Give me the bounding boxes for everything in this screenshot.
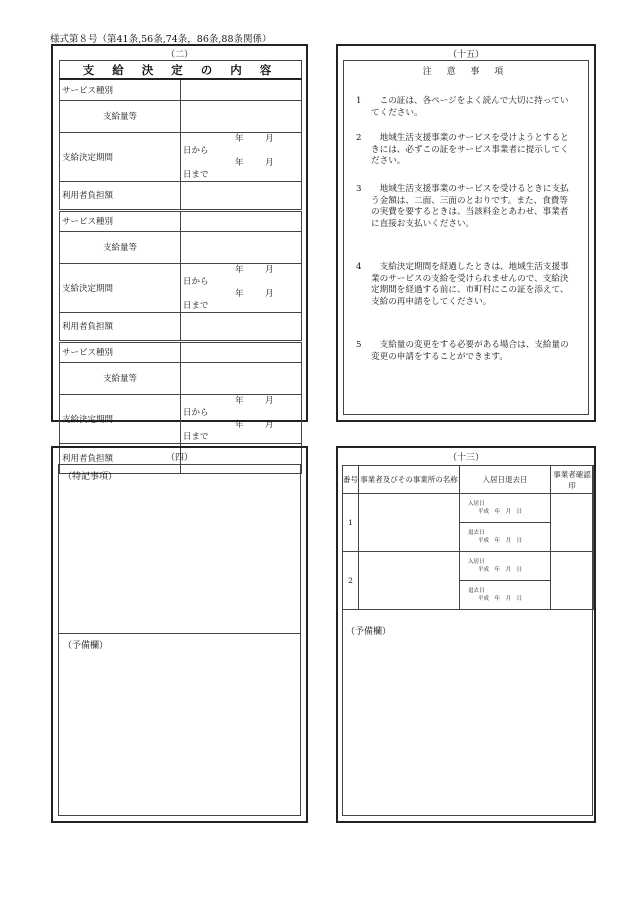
amount-value[interactable] bbox=[181, 100, 302, 132]
burden-label: 利用者負担額 bbox=[60, 443, 181, 473]
residence-table bbox=[342, 465, 594, 610]
move-in-date[interactable]: 入居日 平成 年 月 日 bbox=[460, 552, 551, 581]
amount-value[interactable] bbox=[181, 231, 302, 263]
reserve-label: （予備欄） bbox=[63, 641, 109, 651]
confirm-seal-cell[interactable] bbox=[551, 552, 594, 610]
move-in-date[interactable]: 入居日 平成 年 月 日 bbox=[460, 494, 551, 523]
notice-title: 注 意 事 項 bbox=[422, 67, 510, 77]
panel-special-notes bbox=[51, 446, 308, 823]
notice-item: 1 この証は、各ページをよく読んで大切に持っていてください。 bbox=[356, 96, 569, 118]
table-title: 支 給 決 定 の 内 容 bbox=[60, 61, 302, 80]
burden-value[interactable] bbox=[181, 312, 302, 341]
period-value[interactable]: 年 月日から 年 月日まで bbox=[181, 263, 302, 312]
service-type-label: サービス種別 bbox=[60, 210, 181, 231]
benefit-decision-table bbox=[59, 60, 302, 474]
amount-label: 支給量等 bbox=[60, 100, 181, 132]
form-header: 様式第８号（第41条,56条,74条，86条,88条関係） bbox=[50, 34, 272, 45]
notes-divider bbox=[58, 633, 301, 634]
amount-label: 支給量等 bbox=[60, 231, 181, 263]
row-number: 2 bbox=[343, 552, 359, 610]
page-number: （十五） bbox=[447, 50, 484, 60]
service-type-value[interactable] bbox=[181, 210, 302, 231]
notice-item: 3 地域生活支援事業のサービスを受けるときに支払う金額は、二面、三面のとおりです。また、食費等の実費を要するときは、当該料金とあわせ、事業者に直接お支払いください。 bbox=[356, 184, 569, 229]
row-number: 1 bbox=[343, 494, 359, 552]
confirm-seal-cell[interactable] bbox=[551, 494, 594, 552]
service-type-value[interactable] bbox=[181, 341, 302, 362]
business-name-cell[interactable] bbox=[359, 494, 460, 552]
reserve-label: （予備欄） bbox=[346, 627, 392, 637]
service-type-label: サービス種別 bbox=[60, 341, 181, 362]
period-label: 支給決定期間 bbox=[60, 394, 181, 443]
period-value[interactable]: 年 月日から 年 月日まで bbox=[181, 394, 302, 443]
panel-residence bbox=[336, 446, 596, 823]
period-value[interactable]: 年 月日から 年 月日まで bbox=[181, 132, 302, 181]
burden-label: 利用者負担額 bbox=[60, 312, 181, 341]
page-number: （十三） bbox=[447, 453, 484, 463]
period-label: 支給決定期間 bbox=[60, 132, 181, 181]
notice-item: 4 支給決定期間を経過したときは、地域生活支援事業のサービスの支給を受けられませんので、支給決定期間を経過する前に、市町村にこの証を添えて、支給の再申請をしてください。 bbox=[356, 262, 569, 307]
service-type-label: サービス種別 bbox=[60, 79, 181, 100]
service-type-value[interactable] bbox=[181, 79, 302, 100]
move-out-date[interactable]: 退去日 平成 年 月 日 bbox=[460, 523, 551, 552]
panel-benefit-decision bbox=[51, 44, 308, 464]
page-number: （二） bbox=[165, 50, 193, 60]
amount-label: 支給量等 bbox=[60, 362, 181, 394]
period-label: 支給決定期間 bbox=[60, 263, 181, 312]
notice-item: 5 支給量の変更をする必要がある場合は、支給量の変更の申請をすることができます。 bbox=[356, 340, 569, 362]
amount-value[interactable] bbox=[181, 362, 302, 394]
page-number: （四） bbox=[165, 453, 193, 463]
special-notes-label: （特記事項） bbox=[63, 472, 118, 482]
notice-item: 2 地域生活支援事業のサービスを受けようとするときには、必ずこの証をサービス事業者に提示してください。 bbox=[356, 133, 569, 167]
confirm-header: 事業者確認印 bbox=[551, 466, 594, 494]
move-out-date[interactable]: 退去日 平成 年 月 日 bbox=[460, 581, 551, 610]
dates-header: 入居日退去日 bbox=[460, 466, 551, 494]
burden-value[interactable] bbox=[181, 181, 302, 210]
business-name-cell[interactable] bbox=[359, 552, 460, 610]
panel-notice bbox=[336, 44, 596, 422]
burden-label: 利用者負担額 bbox=[60, 181, 181, 210]
name-header: 事業者及びその事業所の名称 bbox=[359, 466, 460, 494]
no-header: 番号 bbox=[343, 466, 359, 494]
